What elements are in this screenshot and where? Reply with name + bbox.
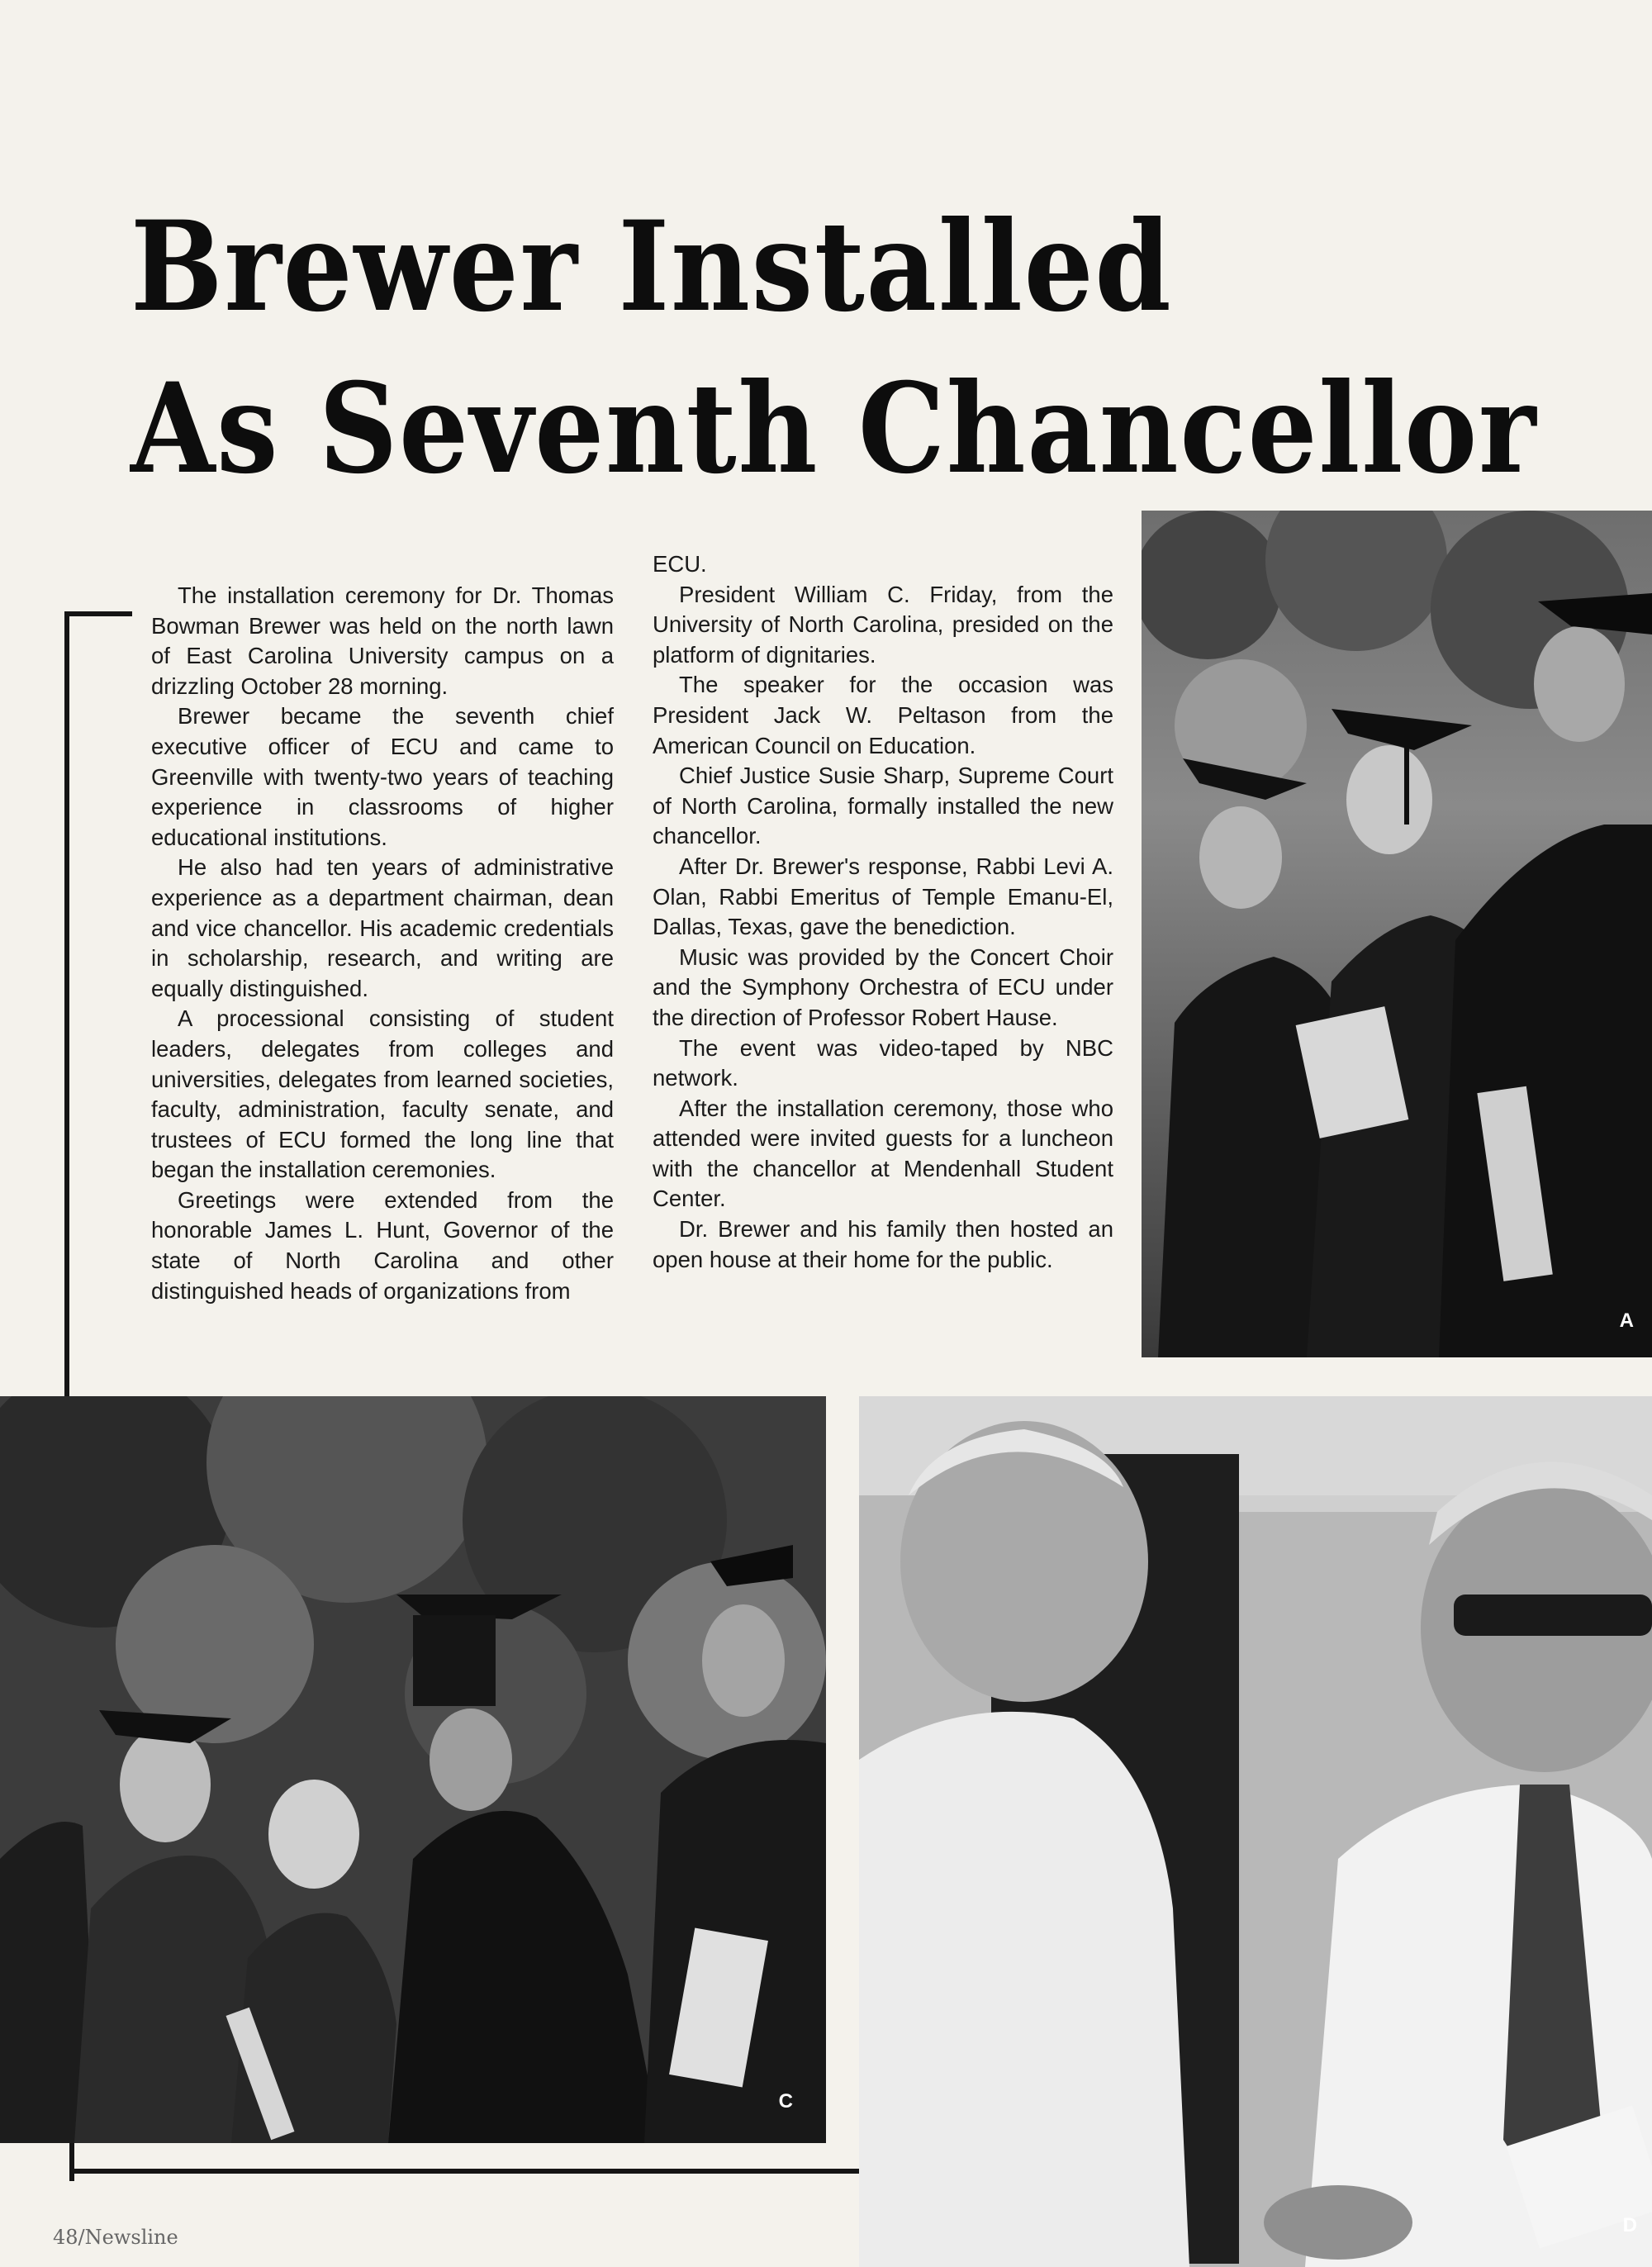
photo-c-processional [0, 1396, 826, 2143]
photo-d-image [859, 1396, 1652, 2267]
paragraph: After Dr. Brewer's response, Rabbi Levi A. Olan, Rabbi Emeritus of Temple Emanu-El, Dallas, Texas, gave the benediction. [653, 853, 1113, 940]
paragraph: The event was video-taped by NBC network. [653, 1034, 1113, 1091]
paragraph: A processional consisting of student leaders, delegates from colleges and universities, delegates from learned societies, faculty, administration, faculty senate, and trustees of ECU formed the long line that began the installation ceremonies. [151, 1005, 614, 1183]
photo-c-label: C [778, 2090, 793, 2113]
paragraph: The speaker for the occasion was President Jack W. Peltason from the American Council on Education. [653, 672, 1113, 758]
bracket-rule-bottom [69, 2169, 866, 2174]
paragraph: Music was provided by the Concert Choir and the Symphony Orchestra of ECU under the direction of Professor Robert Hause. [653, 943, 1113, 1030]
paragraph: Dr. Brewer and his family then hosted an open house at their home for the public. [653, 1216, 1113, 1272]
paragraph: The installation ceremony for Dr. Thomas Bowman Brewer was held on the north lawn of East Carolina University campus on a drizzling October 28 morning. [151, 582, 614, 699]
photo-a-academic-procession [1142, 511, 1652, 1357]
paragraph: After the installation ceremony, those who attended were invited guests for a luncheon with the chancellor at Mendenhall Student Center. [653, 1095, 1113, 1212]
page-folio: 48/Newsline [53, 2226, 178, 2249]
photo-d-label: D [1622, 2214, 1637, 2236]
photo-a-image [1142, 511, 1652, 1357]
headline-line-1: Brewer Installed [131, 194, 1173, 340]
photo-a-label: A [1619, 1309, 1634, 1332]
photo-d-handshake [859, 1396, 1652, 2267]
bracket-rule-top [64, 611, 132, 616]
paragraph: Chief Justice Susie Sharp, Supreme Court of North Carolina, formally installed the new chancellor. [653, 763, 1113, 849]
headline-line-2: As Seventh Chancellor [131, 356, 1538, 501]
headline [131, 186, 1537, 510]
photo-c-image [0, 1396, 826, 2143]
paragraph: President William C. Friday, from the University of North Carolina, presided on the platform of dignitaries. [653, 581, 1113, 668]
article-column-2 [653, 549, 1113, 1275]
bracket-rule-left [64, 611, 69, 1396]
paragraph: He also had ten years of administrative experience as a department chairman, dean and vice chancellor. His academic credentials in scholarship, research, and writing are equally distinguished. [151, 854, 614, 1001]
paragraph-continuation: ECU. [653, 551, 707, 577]
paragraph: Brewer became the seventh chief executive officer of ECU and came to Greenville with twenty-two years of teaching experience in classrooms of higher educational institutions. [151, 703, 614, 850]
article-column-1 [151, 581, 614, 1306]
paragraph: Greetings were extended from the honorable James L. Hunt, Governor of the state of North Carolina and other distinguished heads of organizations from [151, 1186, 614, 1304]
